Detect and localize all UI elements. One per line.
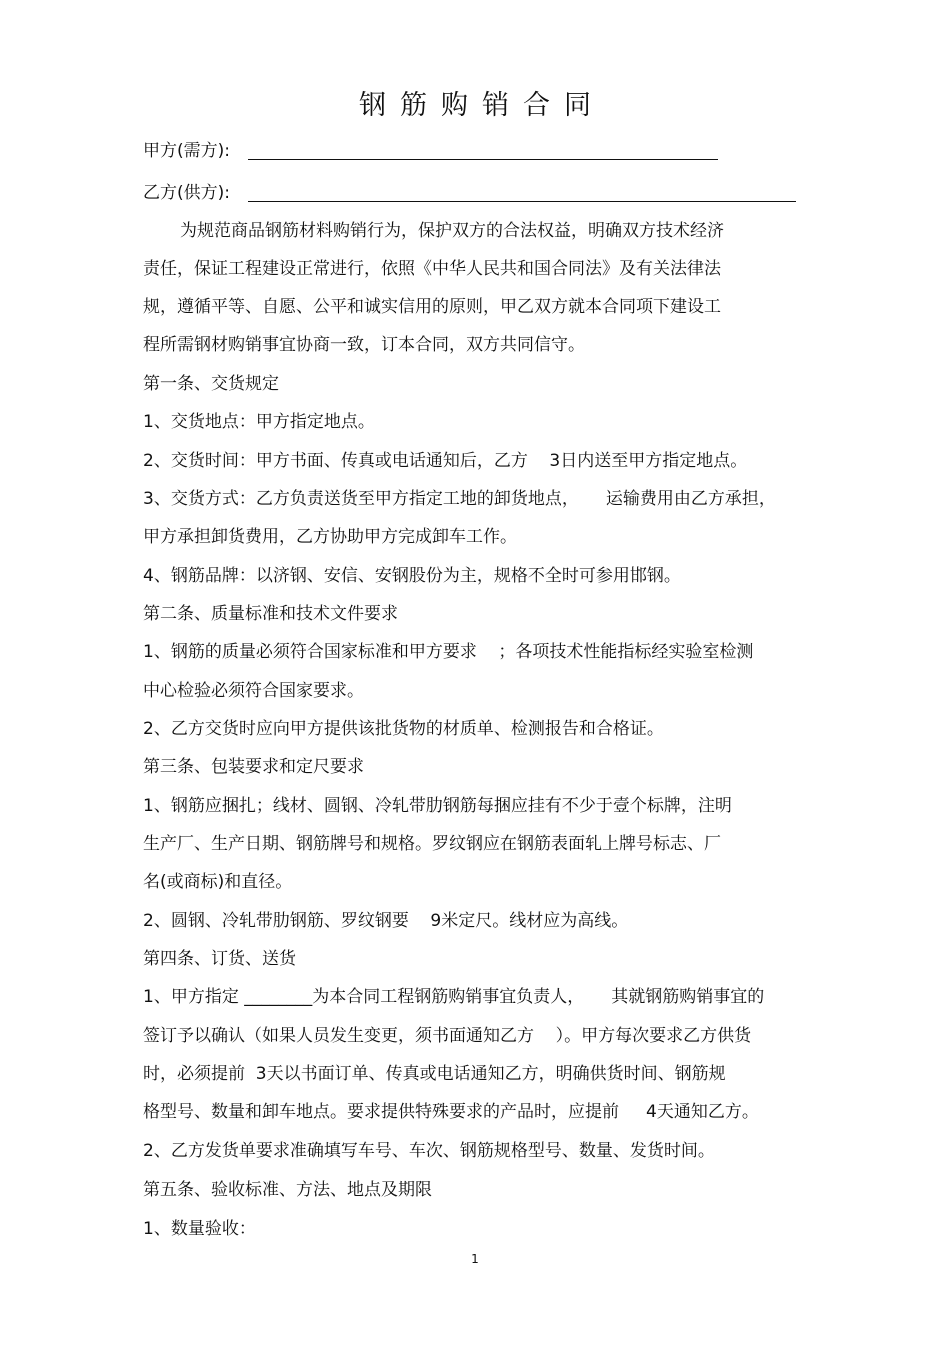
party-a-blank [248, 159, 718, 160]
clause-line: 1、数量验收： [143, 1219, 256, 1239]
clause-line: 3、交货方式：乙方负责送货至甲方指定工地的卸货地点， 运输费用由乙方承担， [143, 489, 776, 509]
clause-line: 1、钢筋应捆扎；线材、圆钢、冷轧带肋钢筋每捆应挂有不少于壹个标牌，注明 [143, 796, 732, 816]
preamble-line: 责任，保证工程建设正常进行，依照《中华人民共和国合同法》及有关法律法 [143, 259, 721, 279]
clause-line: 1、钢筋的质量必须符合国家标准和甲方要求 ；各项技术性能指标经实验室检测 [143, 642, 754, 662]
preamble-line: 为规范商品钢筋材料购销行为，保护双方的合法权益，明确双方技术经济 [180, 221, 724, 241]
clause-line: 名(或商标)和直径。 [143, 872, 293, 892]
section-heading: 第一条、交货规定 [143, 374, 279, 394]
clause-line: 生产厂、生产日期、钢筋牌号和规格。罗纹钢应在钢筋表面轧上牌号标志、厂 [143, 834, 721, 854]
clause-line: 1、交货地点：甲方指定地点。 [143, 412, 375, 432]
clause-line: 时，必须提前 3天以书面订单、传真或电话通知乙方，明确供货时间、钢筋规 [143, 1064, 726, 1084]
section-heading: 第二条、质量标准和技术文件要求 [143, 604, 398, 624]
party-b-label: 乙方(供方): [143, 183, 230, 203]
section-heading: 第四条、订货、送货 [143, 949, 296, 969]
clause-line: 2、乙方交货时应向甲方提供该批货物的材质单、检测报告和合格证。 [143, 719, 664, 739]
party-a-label: 甲方(需方): [143, 141, 230, 161]
clause-line: 格型号、数量和卸车地点。要求提供特殊要求的产品时，应提前 4天通知乙方。 [143, 1102, 759, 1122]
clause-line: 4、钢筋品牌：以济钢、安信、安钢股份为主，规格不全时可参用邯钢。 [143, 566, 681, 586]
section-heading: 第三条、包装要求和定尺要求 [143, 757, 364, 777]
preamble-line: 程所需钢材购销事宜协商一致，订本合同，双方共同信守。 [143, 335, 585, 355]
preamble-line: 规，遵循平等、自愿、公平和诚实信用的原则，甲乙双方就本合同项下建设工 [143, 297, 721, 317]
clause-line: 中心检验必须符合国家要求。 [143, 681, 364, 701]
page-number: 1 [471, 1252, 479, 1266]
clause-line: 1、甲方指定 ________为本合同工程钢筋购销事宜负责人， 其就钢筋购销事宜的 [143, 987, 765, 1007]
clause-line: 2、乙方发货单要求准确填写车号、车次、钢筋规格型号、数量、发货时间。 [143, 1141, 715, 1161]
clause-line: 签订予以确认（如果人员发生变更，须书面通知乙方 ）。甲方每次要求乙方供货 [143, 1026, 752, 1046]
clause-line: 甲方承担卸货费用，乙方协助甲方完成卸车工作。 [143, 527, 517, 547]
clause-line: 2、圆钢、冷轧带肋钢筋、罗纹钢要 9米定尺。线材应为高线。 [143, 911, 629, 931]
document-title: 钢筋购销合同 [359, 90, 605, 121]
section-heading: 第五条、验收标准、方法、地点及期限 [143, 1180, 432, 1200]
party-b-blank [248, 201, 796, 202]
clause-line: 2、交货时间：甲方书面、传真或电话通知后，乙方 3日内送至甲方指定地点。 [143, 451, 748, 471]
